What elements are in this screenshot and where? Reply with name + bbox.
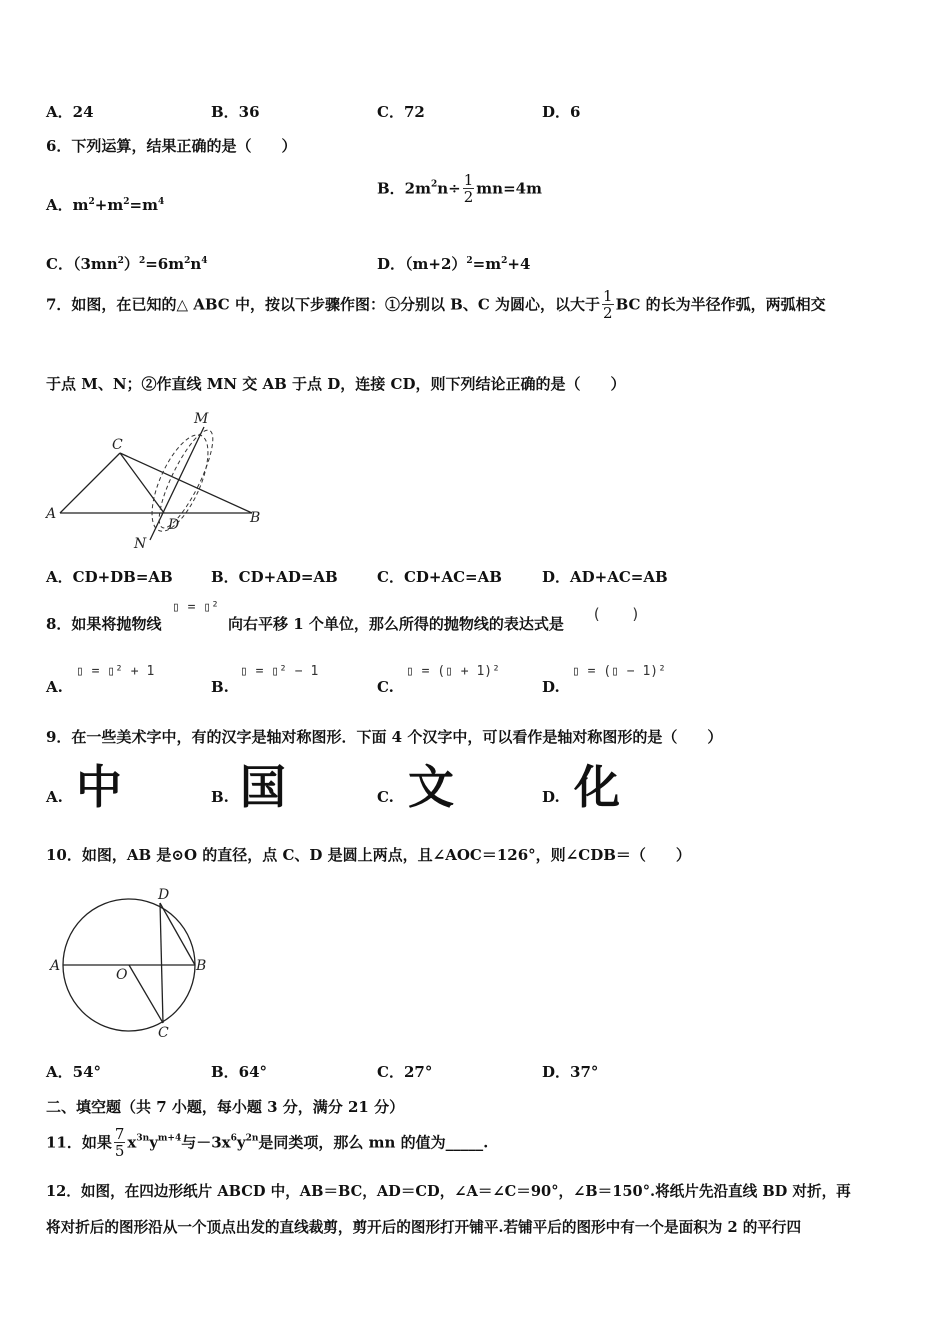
q8-option-d: D. — [542, 678, 560, 696]
q7-option-a: A．CD+DB=AB — [46, 568, 173, 586]
q9-char-wen: 文 — [408, 760, 454, 814]
label-m: M — [194, 411, 209, 427]
q8-stem-paren: ( ) — [592, 605, 641, 623]
q9-option-b: B. — [211, 788, 229, 806]
q9-option-c: C. — [377, 788, 394, 806]
q10-stem: 10．如图，AB 是⊙O 的直径，点 C、D 是圆上两点，且∠AOC＝126°，则∠CDB＝（ ） — [46, 846, 691, 864]
q5-option-a: A．24 — [46, 103, 94, 121]
fraction-seven-fifths: $\frac{7}{5}$ — [114, 1125, 125, 1160]
q6-stem: 6．下列运算，结果正确的是（ ） — [46, 137, 297, 155]
q7-option-c: C．CD+AC=AB — [377, 568, 502, 586]
label-d: D — [168, 517, 180, 533]
q10-circle-figure — [44, 885, 219, 1040]
q6-option-a: A．$m^2+m^2=m^4$ — [46, 196, 165, 214]
q8-stem-pre: 8．如果将抛物线 — [46, 615, 162, 633]
q10-option-d: D．37° — [542, 1063, 599, 1081]
label-c: C — [158, 1025, 169, 1040]
q5-option-b: B．36 — [211, 103, 260, 121]
q9-char-hua: 化 — [574, 760, 620, 814]
label-b: B — [250, 510, 261, 526]
q7-stem-line2: 于点 M、N；②作直线 MN 交 AB 于点 D，连接 CD，则下列结论正确的是（ ） — [46, 375, 626, 393]
label-n: N — [134, 536, 147, 552]
q6-option-c: C．$(3mn^2)^2=6m^2n^4$ — [46, 255, 208, 273]
q8-option-a-expr: ▯ = ▯² + 1 — [76, 664, 155, 679]
fraction-half: $\frac{1}{2}$ — [463, 171, 474, 206]
q9-option-d: D. — [542, 788, 560, 806]
label-a: A — [46, 506, 57, 522]
label-c: C — [112, 437, 123, 453]
label-d: D — [158, 887, 170, 903]
q10-option-b: B．64° — [211, 1063, 268, 1081]
q6-option-d: D．$(m+2)^2=m^2+4$ — [377, 255, 531, 273]
q12-line1: 12．如图，在四边形纸片 ABCD 中，AB＝BC，AD＝CD，∠A＝∠C＝90°，∠B＝150°.将纸片先沿直线 BD 对折，再 — [46, 1183, 851, 1200]
q10-option-a: A．54° — [46, 1063, 102, 1081]
section-heading: 二、填空题（共 7 小题，每小题 3 分，满分 21 分） — [46, 1098, 405, 1116]
q9-option-a: A. — [46, 788, 63, 806]
q5-option-d: D．6 — [542, 103, 581, 121]
q7-stem-line1: 7．如图，在已知的△ ABC 中，按以下步骤作图：①分别以 B、C 为圆心，以大于 $\frac{1}{2}$ BC 的长为半径作弧，两弧相交 — [46, 287, 826, 322]
q8-option-c: C. — [377, 678, 394, 696]
q8-option-d-expr: ▯ = (▯ − 1)² — [572, 664, 666, 679]
q12-line2: 将对折后的图形沿从一个顶点出发的直线裁剪，剪开后的图形打开铺平.若铺平后的图形中有一个是面积为 2 的平行四 — [46, 1219, 802, 1236]
q8-option-b: B. — [211, 678, 229, 696]
q8-option-b-expr: ▯ = ▯² − 1 — [240, 664, 319, 679]
q5-option-c: C．72 — [377, 103, 425, 121]
q9-char-zhong: 中 — [76, 760, 122, 814]
q7-option-b: B．CD+AD=AB — [211, 568, 338, 586]
q7-triangle-figure — [40, 405, 270, 555]
label-a: A — [50, 958, 61, 974]
q8-option-c-expr: ▯ = (▯ + 1)² — [406, 664, 500, 679]
label-b: B — [196, 958, 207, 974]
q10-option-c: C．27° — [377, 1063, 433, 1081]
q6-option-b: B．$2m^2n\div$ $\frac{1}{2}$ mn=4m — [377, 171, 542, 206]
q9-char-guo: 国 — [240, 760, 286, 814]
label-o: O — [116, 967, 128, 983]
q8-stem-post: 向右平移 1 个单位，那么所得的抛物线的表达式是 — [228, 615, 564, 633]
q7-option-d: D．AD+AC=AB — [542, 568, 668, 586]
q8-option-a: A. — [46, 678, 63, 696]
q8-stem-expr: ▯ = ▯² — [172, 600, 219, 615]
fraction-half: $\frac{1}{2}$ — [603, 287, 613, 322]
q9-stem: 9．在一些美术字中，有的汉字是轴对称图形．下面 4 个汉字中，可以看作是轴对称图形的是（ ） — [46, 728, 723, 746]
q11-stem: 11．如果 $\frac{7}{5}$ $x^{3n}y^{m+4}$与$-3x^6y^{2n}$是同类项，那么 mn 的值为_____. — [46, 1125, 489, 1160]
